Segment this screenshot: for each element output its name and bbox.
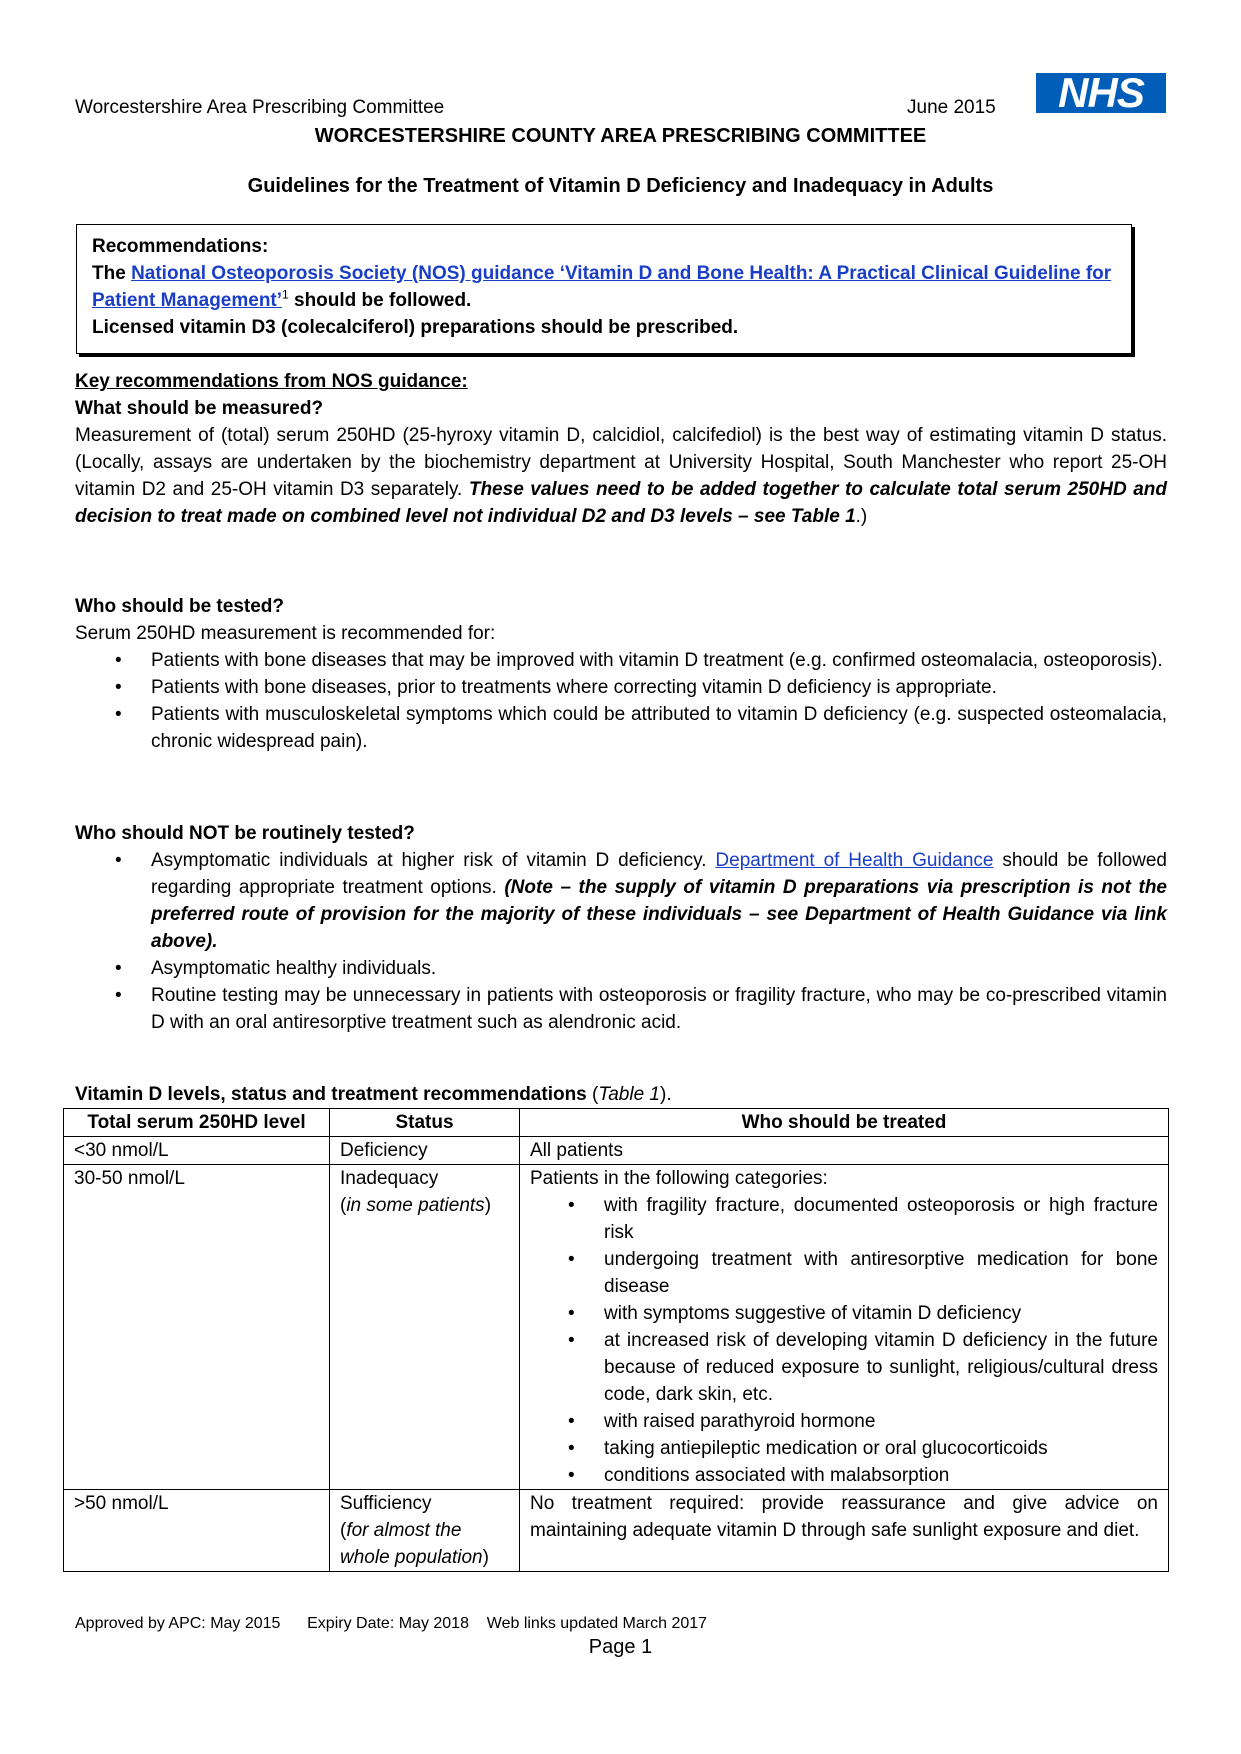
doh-guidance-link[interactable]: Department of Health Guidance bbox=[715, 850, 994, 871]
list-item: • conditions associated with malabsorption bbox=[530, 1462, 1158, 1489]
list-item: • Routine testing may be unnecessary in patients with osteoporosis or fragility fracture, who may be co-prescribed vitamin D with an oral antiresorptive treatment such as alendronic acid. bbox=[75, 982, 1167, 1036]
key-heading: Key recommendations from NOS guidance: bbox=[75, 371, 468, 392]
table-row bbox=[64, 1165, 1169, 1490]
header-committee: Worcestershire Area Prescribing Committee bbox=[75, 97, 445, 118]
not-tested-list bbox=[75, 847, 1167, 1036]
page-subtitle: Guidelines for the Treatment of Vitamin D Deficiency and Inadequacy in Adults bbox=[247, 175, 994, 197]
nos-guidance-link[interactable]: National Osteoporosis Society (NOS) guidance ‘Vitamin D and Bone Health: A Practical Clinical Guideline for Patient Management’ bbox=[92, 263, 1112, 311]
page-number: Page 1 bbox=[588, 1636, 653, 1658]
header-date: June 2015 bbox=[907, 97, 996, 118]
list-item: • Patients with bone diseases that may be improved with vitamin D treatment (e.g. confirmed osteomalacia, osteoporosis). bbox=[75, 647, 1167, 674]
rec-prefix: The bbox=[92, 263, 132, 284]
cell-level: >50 nmol/L bbox=[64, 1490, 330, 1572]
list-item bbox=[75, 847, 1167, 955]
nhs-logo: NHS bbox=[1036, 73, 1166, 113]
status-note: (for almost the whole population) bbox=[340, 1520, 489, 1568]
not-tested-heading: Who should NOT be routinely tested? bbox=[75, 823, 415, 844]
table-caption bbox=[75, 1081, 1167, 1108]
caption-close: ). bbox=[660, 1084, 672, 1105]
list-item: • taking antiepileptic medication or oral glucocorticoids bbox=[530, 1435, 1158, 1462]
cell-level: 30-50 nmol/L bbox=[64, 1165, 330, 1490]
col-header-who: Who should be treated bbox=[520, 1109, 1169, 1137]
col-header-status: Status bbox=[330, 1109, 520, 1137]
footer-updated: Web links updated March 2017 bbox=[486, 1615, 708, 1632]
measured-paragraph bbox=[75, 422, 1167, 530]
tested-heading: Who should be tested? bbox=[75, 596, 284, 617]
key-recommendations-section bbox=[75, 368, 1167, 530]
recommendations-box bbox=[76, 224, 1132, 354]
measured-text: Measurement of (total) serum 250HD (25-hyroxy vitamin D, calcidiol, calcifediol) is the best way of estimating vitamin D status. (Locally, assays are undertaken by the biochemistry department at University Hospital, South Manchester who report 25-OH vitamin D2 and 25-OH vitamin D3 separately. bbox=[75, 425, 1167, 500]
tested-section bbox=[75, 593, 1167, 755]
list-item: • with fragility fracture, documented osteoporosis or high fracture risk bbox=[530, 1192, 1158, 1246]
cell-status bbox=[330, 1165, 520, 1490]
table-caption-title: Vitamin D levels, status and treatment recommendations bbox=[75, 1084, 587, 1105]
recommendations-heading: Recommendations: bbox=[92, 236, 269, 257]
list-item: • with symptoms suggestive of vitamin D deficiency bbox=[530, 1300, 1158, 1327]
caption-table-ref: Table 1 bbox=[598, 1084, 660, 1105]
table-row bbox=[64, 1490, 1169, 1572]
measured-emphasis: These values need to be added together to calculate total serum 250HD and decision to treat made on combined level not individual D2 and D3 levels – see Table 1 bbox=[75, 479, 1167, 527]
rec-suffix: should be followed. bbox=[288, 290, 472, 311]
col-header-level: Total serum 250HD level bbox=[64, 1109, 330, 1137]
table-header-row bbox=[64, 1109, 1169, 1137]
list-item: • Patients with bone diseases, prior to treatments where correcting vitamin D deficiency is appropriate. bbox=[75, 674, 1167, 701]
who-intro: Patients in the following categories: bbox=[530, 1168, 828, 1189]
recommendations-line1 bbox=[92, 260, 1116, 314]
cell-status bbox=[330, 1490, 520, 1572]
cell-who: All patients bbox=[520, 1137, 1169, 1165]
cell-who bbox=[520, 1165, 1169, 1490]
list-item: • Asymptomatic healthy individuals. bbox=[75, 955, 1167, 982]
status-label: Sufficiency bbox=[340, 1493, 432, 1514]
list-item: • at increased risk of developing vitamin D deficiency in the future because of reduced exposure to sunlight, religious/cultural dress code, dark skin, etc. bbox=[530, 1327, 1158, 1408]
cell-level: <30 nmol/L bbox=[64, 1137, 330, 1165]
footer bbox=[75, 1610, 707, 1637]
recommendations-line2: Licensed vitamin D3 (colecalciferol) preparations should be prescribed. bbox=[92, 317, 739, 338]
table-row bbox=[64, 1137, 1169, 1165]
footer-approved: Approved by APC: May 2015 bbox=[75, 1615, 281, 1632]
cell-who: No treatment required: provide reassurance and give advice on maintaining adequate vitamin D through safe sunlight exposure and diet. bbox=[520, 1490, 1169, 1572]
status-note-text: in some patients bbox=[346, 1195, 485, 1216]
who-list bbox=[530, 1192, 1158, 1489]
measured-heading: What should be measured? bbox=[75, 398, 324, 419]
page-title: WORCESTERSHIRE COUNTY AREA PRESCRIBING COMMITTEE bbox=[314, 125, 927, 147]
list-item: • with raised parathyroid hormone bbox=[530, 1408, 1158, 1435]
list-item: • undergoing treatment with antiresorptive medication for bone disease bbox=[530, 1246, 1158, 1300]
measured-end: .) bbox=[855, 506, 868, 527]
status-note-text: for almost the whole population bbox=[340, 1520, 483, 1568]
item1-prefix: Asymptomatic individuals at higher risk of vitamin D deficiency. bbox=[151, 850, 716, 871]
item1-mid: should be followed regarding appropriate treatment options. bbox=[151, 850, 1167, 898]
vitamin-d-table bbox=[63, 1108, 1169, 1572]
list-item: • Patients with musculoskeletal symptoms which could be attributed to vitamin D deficiency (e.g. suspected osteomalacia, chronic widespread pain). bbox=[75, 701, 1167, 755]
not-tested-section bbox=[75, 820, 1167, 1036]
footer-expiry: Expiry Date: May 2018 bbox=[307, 1615, 469, 1632]
cell-status: Deficiency bbox=[330, 1137, 520, 1165]
tested-list bbox=[75, 647, 1167, 755]
item1-emphasis: (Note – the supply of vitamin D preparations via prescription is not the preferred route of provision for the majority of these individuals – see Department of Health Guidance via link above). bbox=[151, 877, 1167, 952]
status-note: (in some patients) bbox=[340, 1195, 492, 1216]
caption-open: ( bbox=[586, 1084, 599, 1105]
status-label: Inadequacy bbox=[340, 1168, 439, 1189]
tested-intro: Serum 250HD measurement is recommended for: bbox=[75, 623, 496, 644]
footnote-marker: 1 bbox=[282, 287, 289, 302]
